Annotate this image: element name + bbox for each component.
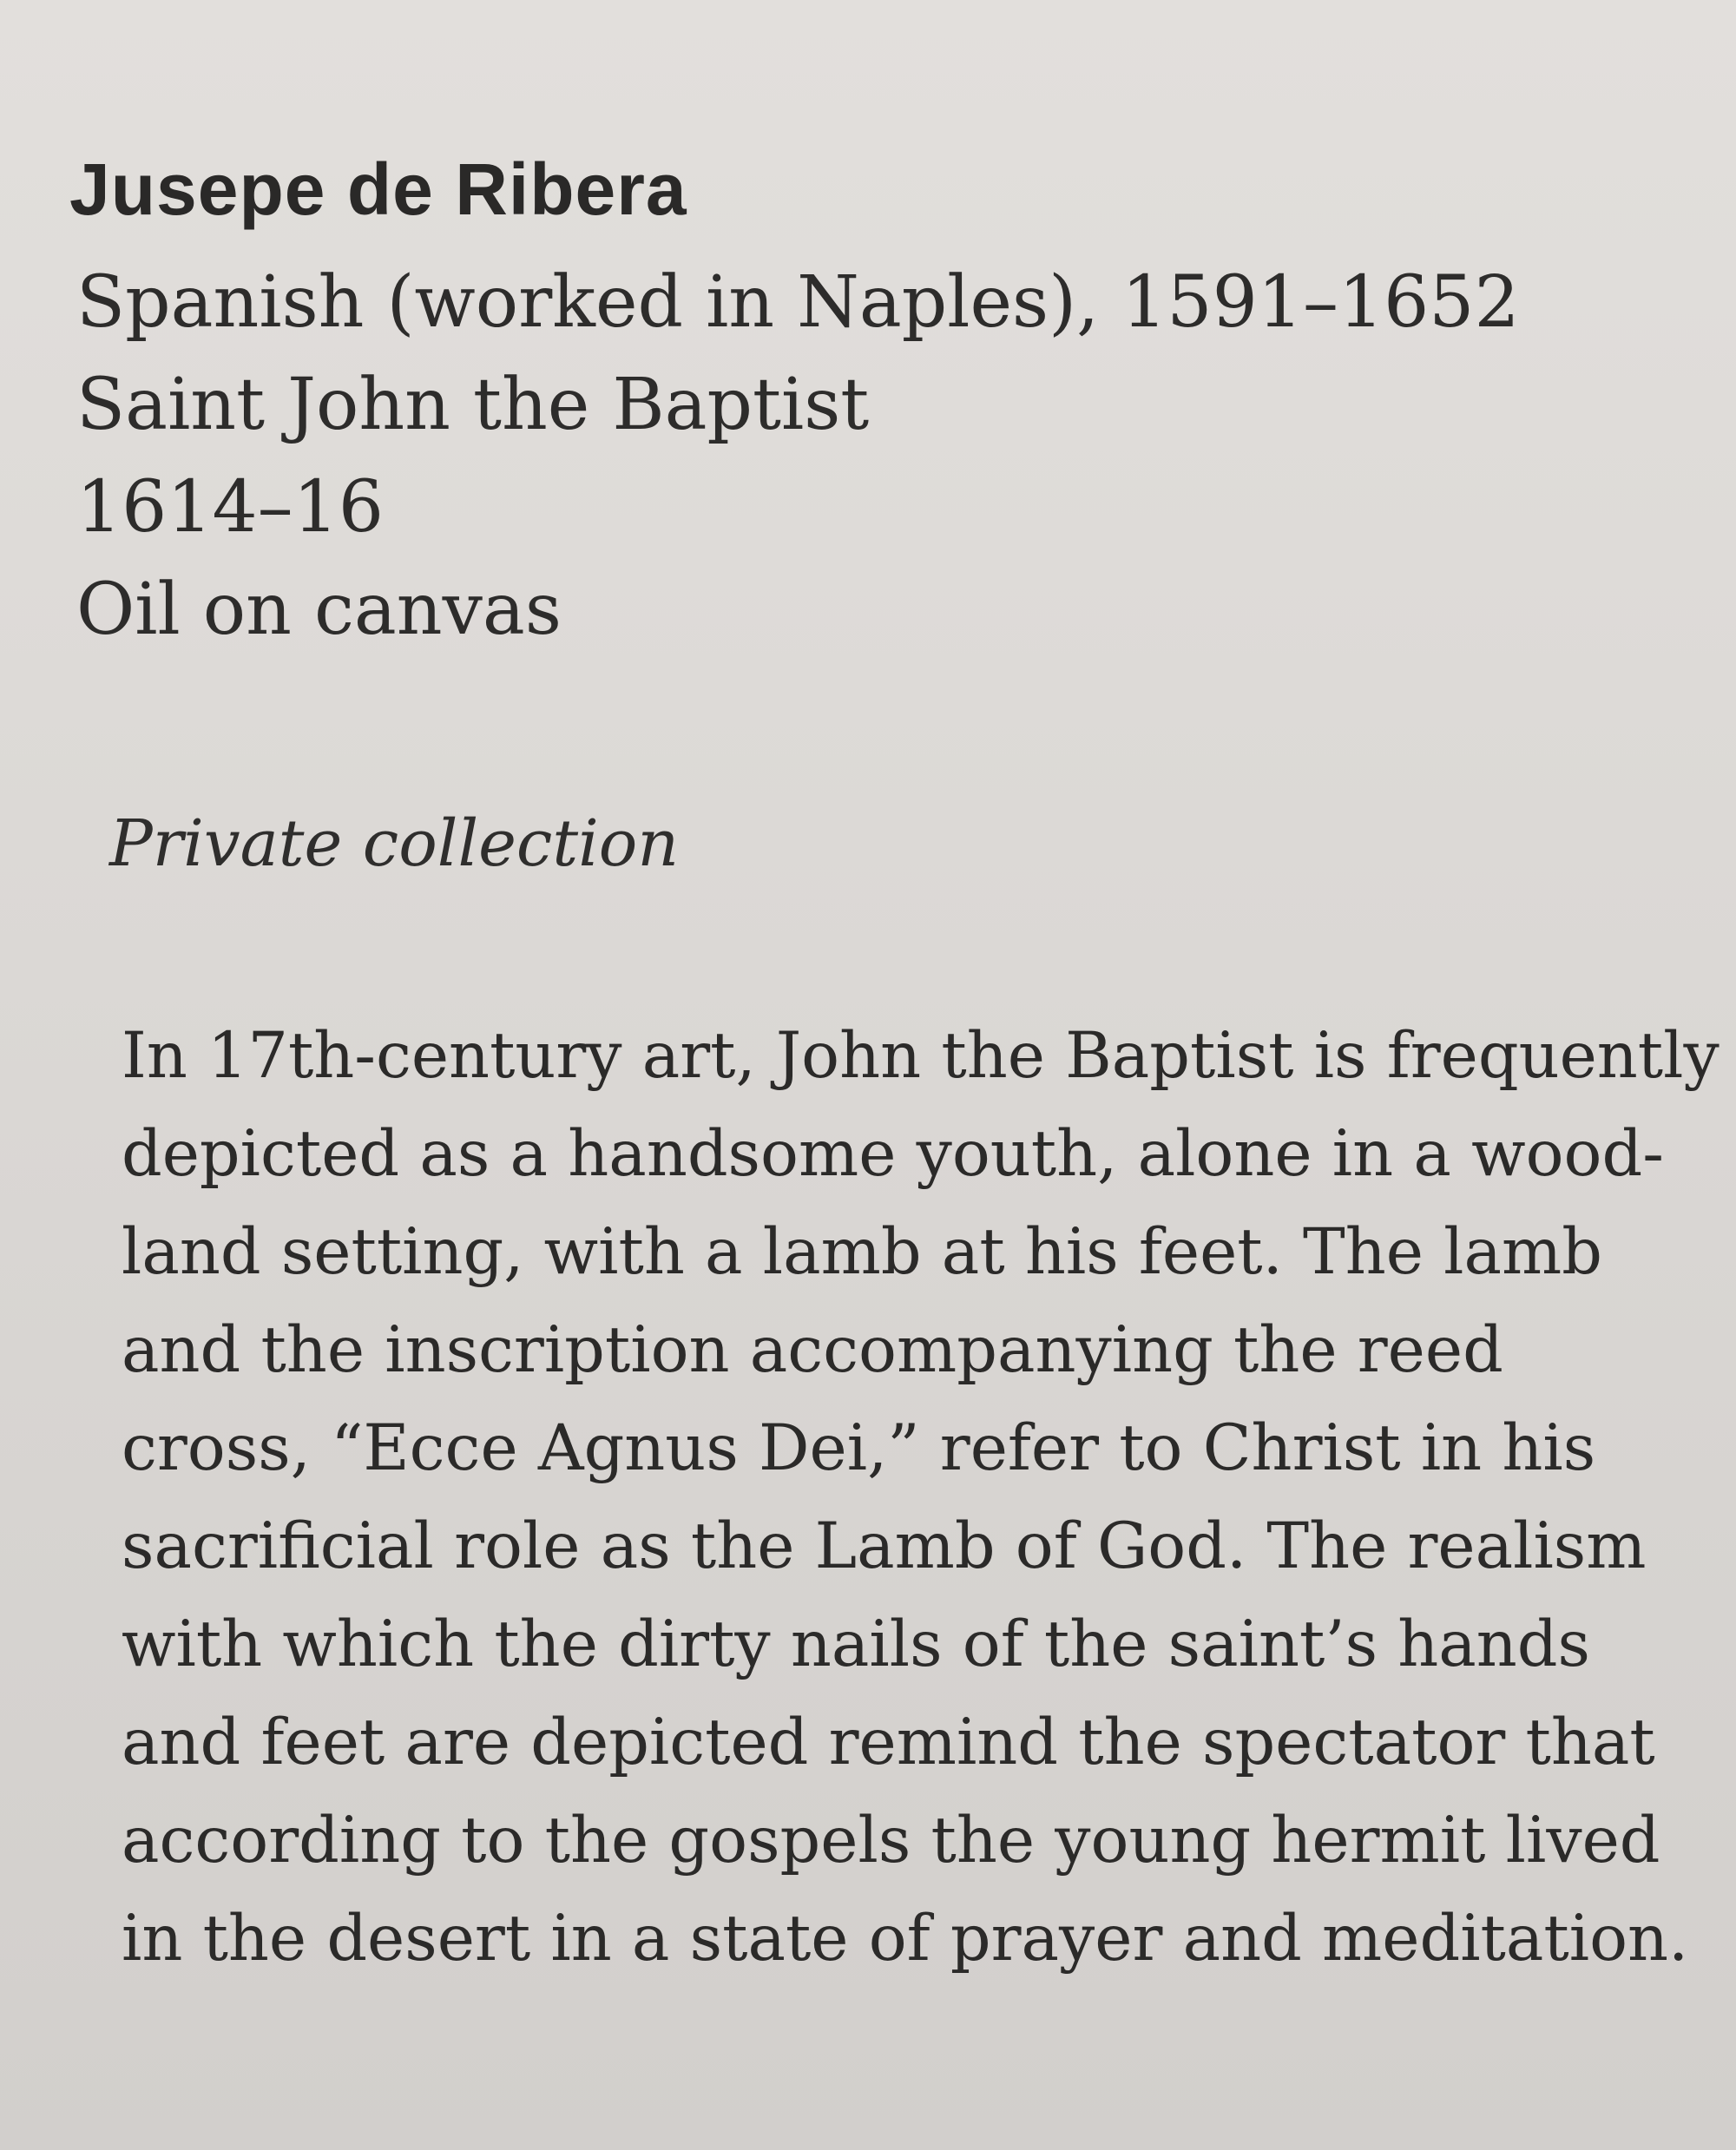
description-line: cross, “Ecce Agnus Dei,” refer to Christ in his: [122, 1411, 1596, 1485]
description-line: according to the gospels the young hermit lived: [122, 1804, 1660, 1877]
artist-nationality-dates: Spanish (worked in Naples), 1591–1652: [76, 261, 1520, 344]
description-paragraph: [122, 1007, 1720, 1988]
description-line: and the inscription accompanying the reed: [122, 1313, 1503, 1387]
description-line: depicted as a handsome youth, alone in a wood-: [122, 1117, 1664, 1191]
description-line: in the desert in a state of prayer and meditation.: [122, 1902, 1689, 1976]
description-line: and feet are depicted remind the spectator that: [122, 1706, 1655, 1779]
artwork-details: [76, 252, 1520, 661]
artist-name: Jusepe de Ribera: [69, 148, 687, 230]
description-line: In 17th-century art, John the Baptist is frequently: [122, 1019, 1720, 1093]
artwork-date: 1614–16: [76, 466, 385, 549]
artwork-medium: Oil on canvas: [76, 569, 562, 651]
artwork-title: Saint John the Baptist: [76, 364, 870, 446]
description-line: with which the dirty nails of the saint’s hands: [122, 1608, 1590, 1681]
description-line: sacrificial role as the Lamb of God. The realism: [122, 1509, 1647, 1583]
description-line: land setting, with a lamb at his feet. The lamb: [122, 1215, 1602, 1289]
collection-credit: Private collection: [109, 806, 679, 881]
